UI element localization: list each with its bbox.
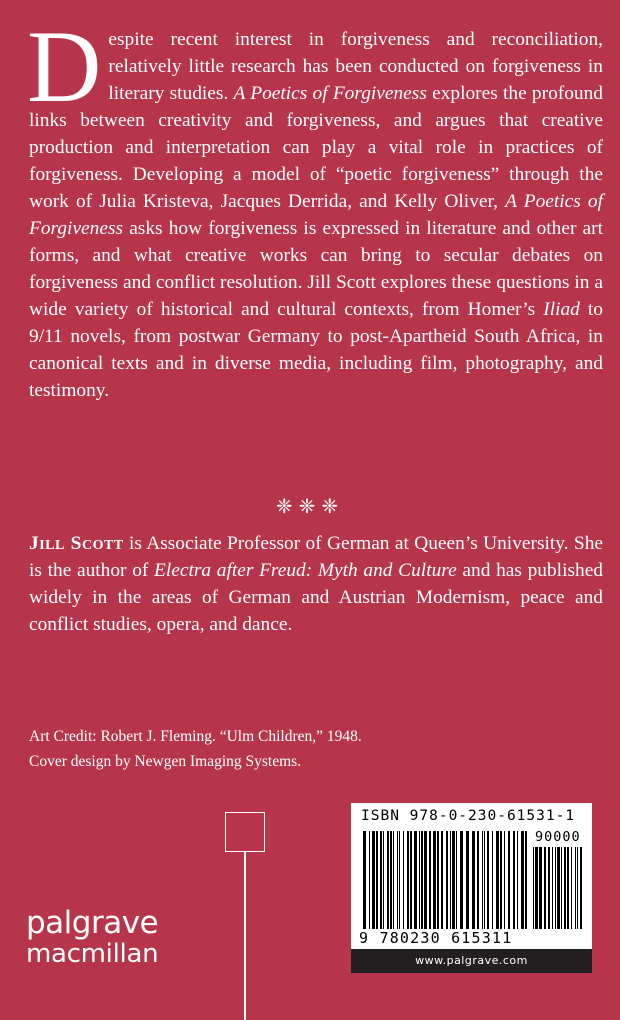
description-text-3: asks how forgiveness is expressed in literature and other art forms, and what creative works can bring to secular debates on forgiveness and conflict resolution. Jill Scott explores these questions in a wide variety of historical and cultural contexts, from Homer’s: [29, 218, 603, 320]
barcode-number: 9 780230 615311: [359, 929, 513, 947]
publisher-name-line2: macmillan: [26, 939, 159, 969]
book-title-italic: A Poetics of Forgiveness: [233, 83, 427, 104]
barcode-panel: [351, 803, 592, 973]
book-title-italic-2: A Poetics of Forgiveness: [29, 191, 603, 239]
art-credit: Art Credit: Robert J. Fleming. “Ulm Children,” 1948.: [29, 728, 362, 745]
author-bio: [29, 530, 603, 638]
barcode-bars: [363, 831, 527, 929]
addon-barcode-bars: [533, 847, 583, 929]
price-code: 90000: [535, 829, 581, 845]
description-text-1: espite recent interest in forgiveness and reconciliation, relatively little research has been conducted on forgiveness in literary studies.: [108, 29, 603, 104]
publisher-logo-line: [244, 852, 246, 1020]
publisher-logo: [26, 906, 158, 968]
description-text-4: to 9/11 novels, from postwar Germany to post-Apartheid South Africa, in canonical texts and in diverse media, including film, photography, and testimony.: [29, 299, 603, 401]
publisher-name-line1: palgrave: [26, 905, 159, 941]
isbn-label: ISBN 978-0-230-61531-1: [361, 808, 576, 824]
credits: [29, 724, 529, 774]
ornament-divider: ❈❈❈: [275, 494, 345, 518]
publisher-url: www.palgrave.com: [351, 949, 592, 973]
iliad-italic: Iliad: [543, 299, 580, 320]
bio-text-1: is Associate Professor of German at Queen’s University. She is the author of: [29, 533, 603, 581]
bio-text-2: and has published widely in the areas of German and Austrian Modernism, peace and conflict studies, opera, and dance.: [29, 560, 604, 635]
description-text-2: explores the profound links between creativity and forgiveness, and argues that creative production and interpretation can play a vital role in practices of forgiveness. Developing a model of “poetic forgiveness” through the work of Julia Kristeva, Jacques Derrida, and Kelly Oliver,: [29, 83, 604, 212]
drop-cap: D: [27, 10, 102, 124]
author-book-italic: Electra after Freud: Myth and Culture: [154, 560, 457, 581]
book-description: [27, 10, 604, 404]
author-name: Jill Scott: [29, 533, 124, 554]
publisher-logo-square-icon: [225, 812, 265, 852]
design-credit: Cover design by Newgen Imaging Systems.: [29, 753, 302, 770]
